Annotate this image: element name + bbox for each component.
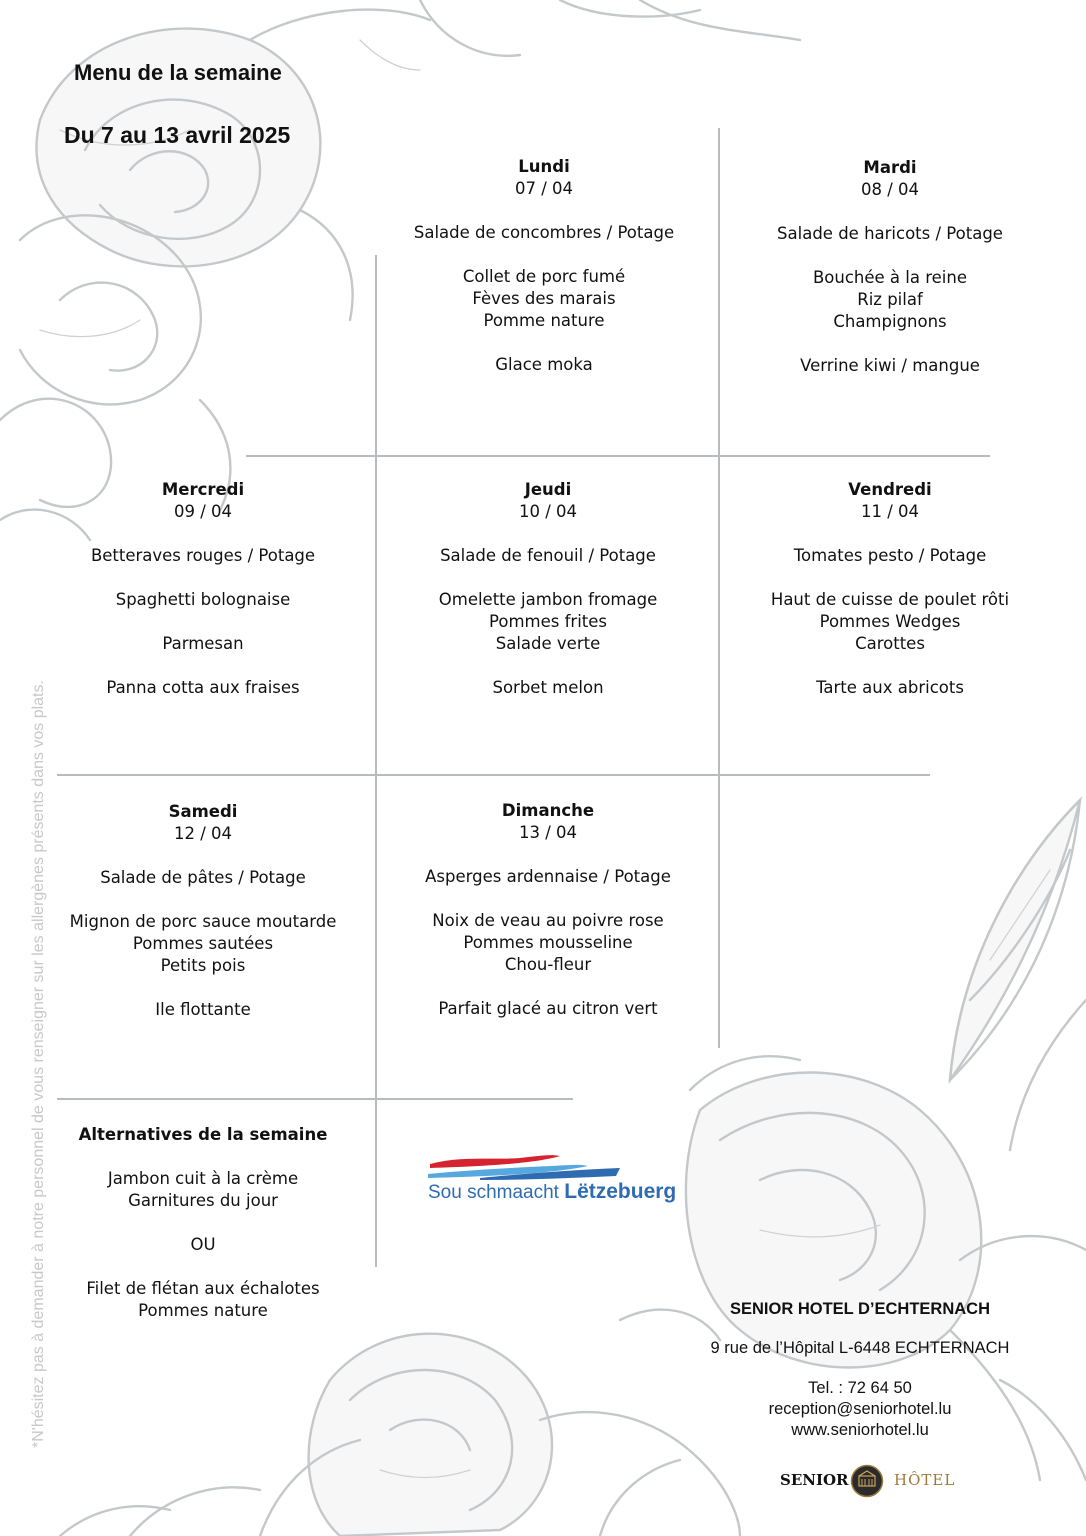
menu-dish: Carottes <box>855 634 925 653</box>
grid-divider <box>718 128 720 1048</box>
hotel-contact-block <box>660 1300 1060 1441</box>
menu-dish: Salade de fenouil / Potage <box>440 546 656 565</box>
day-name: Vendredi <box>848 480 932 499</box>
day-date: 12 / 04 <box>173 824 233 843</box>
menu-dish: Garnitures du jour <box>128 1191 278 1210</box>
menu-dish: Petits pois <box>160 956 246 975</box>
alternatives-cell <box>43 1124 363 1322</box>
menu-dish: Pommes mousseline <box>463 933 633 952</box>
spacer <box>43 1212 363 1234</box>
day-cell-samedi <box>43 801 363 1021</box>
day-cell-lundi <box>384 156 704 376</box>
menu-dish: Pommes frites <box>489 612 607 631</box>
quality-label-text <box>428 1180 676 1204</box>
spacer <box>388 976 708 998</box>
hotel-seal-icon <box>850 1464 884 1498</box>
menu-dish: Tomates pesto / Potage <box>793 546 987 565</box>
hotel-website: www.seniorhotel.lu <box>791 1421 929 1439</box>
menu-dish: Pommes Wedges <box>819 612 961 631</box>
day-date: 08 / 04 <box>860 180 920 199</box>
day-cell-vendredi <box>730 479 1050 699</box>
day-cell-dimanche <box>388 800 708 1020</box>
spacer <box>384 332 704 354</box>
day-name: Mardi <box>863 158 917 177</box>
menu-dish: OU <box>190 1235 216 1254</box>
menu-dish: Parfait glacé au citron vert <box>438 999 658 1018</box>
menu-dish: Tarte aux abricots <box>816 678 964 697</box>
day-name: Lundi <box>518 157 570 176</box>
menu-dish: Salade de concombres / Potage <box>413 223 675 242</box>
menu-dish: Champignons <box>833 312 947 331</box>
spacer <box>43 889 363 911</box>
menu-dish: Salade de haricots / Potage <box>777 224 1003 243</box>
brand-word-right: HÔTEL <box>894 1471 956 1489</box>
brand-word-left: SENIOR <box>780 1471 849 1489</box>
menu-dish: Pommes sautées <box>132 934 274 953</box>
menu-dish: Omelette jambon fromage <box>438 590 658 609</box>
menu-dish: Pomme nature <box>483 311 605 330</box>
menu-dish: Panna cotta aux fraises <box>106 678 300 697</box>
menu-dish: Pommes nature <box>138 1301 268 1320</box>
spacer <box>730 567 1050 589</box>
grid-divider <box>57 1098 573 1100</box>
spacer <box>43 655 363 677</box>
day-date: 13 / 04 <box>518 823 578 842</box>
quality-label-prefix: Sou schmaacht <box>428 1182 559 1203</box>
menu-dish: Collet de porc fumé <box>462 267 626 286</box>
spacer <box>384 244 704 266</box>
menu-dish: Parmesan <box>162 634 244 653</box>
day-name: Jeudi <box>524 480 572 499</box>
spacer <box>43 977 363 999</box>
spacer <box>730 655 1050 677</box>
day-name: Mercredi <box>161 480 245 499</box>
hotel-name: SENIOR HOTEL D’ECHTERNACH <box>729 1300 991 1318</box>
grid-divider <box>246 455 990 457</box>
grid-divider <box>57 774 930 776</box>
day-name: Dimanche <box>501 801 595 820</box>
quality-label-brand: Lëtzebuerg <box>564 1180 677 1203</box>
day-cell-jeudi <box>388 479 708 699</box>
menu-dish: Salade de pâtes / Potage <box>100 868 306 887</box>
menu-dish: Haut de cuisse de poulet rôti <box>770 590 1010 609</box>
menu-dish: Sorbet melon <box>492 678 604 697</box>
day-date: 11 / 04 <box>860 502 920 521</box>
spacer <box>388 888 708 910</box>
menu-dish: Filet de flétan aux échalotes <box>86 1279 320 1298</box>
day-date: 07 / 04 <box>514 179 574 198</box>
menu-dish: Salade verte <box>495 634 601 653</box>
hotel-email: reception@seniorhotel.lu <box>768 1400 952 1418</box>
grid-divider <box>375 255 377 1267</box>
menu-dish: Mignon de porc sauce moutarde <box>69 912 337 931</box>
menu-dish: Verrine kiwi / mangue <box>800 356 980 375</box>
spacer <box>43 1256 363 1278</box>
spacer <box>43 611 363 633</box>
spacer <box>43 567 363 589</box>
menu-dish: Noix de veau au poivre rose <box>432 911 664 930</box>
day-name: Samedi <box>168 802 238 821</box>
menu-dish: Betteraves rouges / Potage <box>90 546 316 565</box>
spacer <box>388 567 708 589</box>
menu-dish: Glace moka <box>495 355 593 374</box>
spacer <box>388 655 708 677</box>
allergen-note: *N'hésitez pas à demander à notre personnel de vous renseigner sur les allergènes présents dans vos plats. <box>30 680 47 1448</box>
menu-dish: Spaghetti bolognaise <box>115 590 291 609</box>
day-date: 09 / 04 <box>173 502 233 521</box>
menu-dish: Asperges ardennaise / Potage <box>425 867 671 886</box>
flag-swoosh-icon <box>420 1150 680 1184</box>
page-title: Menu de la semaine <box>74 60 282 85</box>
senior-hotel-logo <box>780 1462 960 1498</box>
day-date: 10 / 04 <box>518 502 578 521</box>
alternatives-title: Alternatives de la semaine <box>78 1125 328 1144</box>
menu-dish: Chou-fleur <box>504 955 592 974</box>
spacer <box>730 245 1050 267</box>
hotel-phone: Tel. : 72 64 50 <box>808 1379 912 1397</box>
hotel-address: 9 rue de l’Hôpital L-6448 ECHTERNACH <box>710 1339 1010 1357</box>
sou-schmaacht-letzebuerg-logo <box>420 1150 680 1212</box>
menu-dish: Jambon cuit à la crème <box>107 1169 299 1188</box>
menu-dish: Fèves des marais <box>472 289 616 308</box>
day-cell-mercredi <box>43 479 363 699</box>
day-cell-mardi <box>730 157 1050 377</box>
spacer <box>730 333 1050 355</box>
menu-period: Du 7 au 13 avril 2025 <box>64 122 291 148</box>
menu-dish: Ile flottante <box>155 1000 251 1019</box>
menu-dish: Riz pilaf <box>857 290 923 309</box>
menu-dish: Bouchée à la reine <box>812 268 967 287</box>
